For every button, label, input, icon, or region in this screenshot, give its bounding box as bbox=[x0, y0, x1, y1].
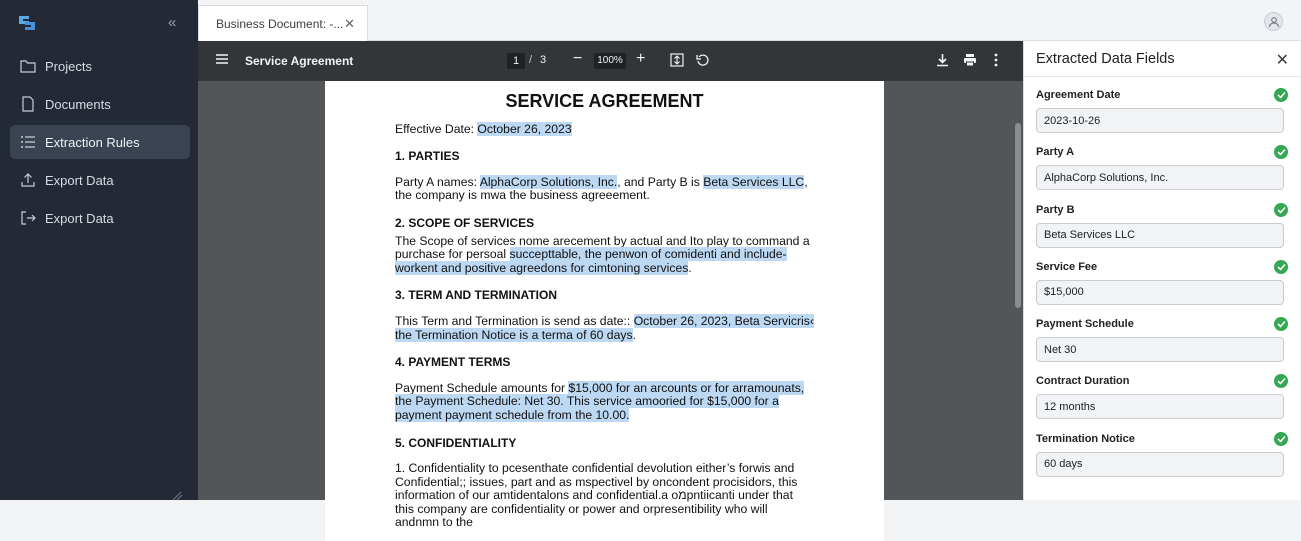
field-service-fee bbox=[1036, 260, 1284, 317]
download-icon[interactable] bbox=[936, 53, 949, 70]
highlight-payment[interactable]: $15,000 for an arcounts or for arramounats, the Payment Schedule: Net 30. This service amooried for $15,000 for a payment payment schedule from the 10.00. bbox=[395, 380, 805, 422]
text-run: , the company is mwa the business agreeement. bbox=[395, 174, 808, 203]
print-icon[interactable] bbox=[963, 53, 977, 70]
sidebar-item-label: Documents bbox=[45, 96, 111, 112]
pdf-toolbar bbox=[198, 41, 1023, 81]
user-icon bbox=[1268, 16, 1280, 28]
section-text bbox=[395, 382, 814, 423]
pdf-viewer bbox=[198, 41, 1023, 530]
service-fee-field[interactable] bbox=[1036, 280, 1284, 305]
resize-handle-icon[interactable] bbox=[171, 488, 183, 506]
sidebar-item-label: Extraction Rules bbox=[45, 134, 140, 150]
scrollbar[interactable] bbox=[1015, 123, 1021, 308]
text-run: . bbox=[632, 327, 636, 342]
sidebar-item-projects[interactable] bbox=[10, 49, 190, 83]
app-logo-icon[interactable] bbox=[17, 14, 37, 32]
text-run: , and Party B is bbox=[617, 174, 704, 189]
text-run: The Scope of services nome arecement by actual and Ito play to command a purchase for persoal bbox=[395, 233, 810, 262]
upload-icon bbox=[19, 171, 37, 189]
zoom-level[interactable]: 100% bbox=[594, 53, 626, 69]
field-agreement-date bbox=[1036, 88, 1284, 145]
fit-page-icon[interactable] bbox=[670, 53, 684, 70]
rotate-icon[interactable] bbox=[696, 53, 710, 70]
sidebar-item-extraction-rules[interactable] bbox=[10, 125, 190, 159]
logout-icon bbox=[19, 209, 37, 227]
contract-duration-field[interactable] bbox=[1036, 394, 1284, 419]
sidebar-item-label: Projects bbox=[45, 58, 92, 74]
text-run: . bbox=[688, 260, 692, 275]
field-label: Agreement Date bbox=[1036, 89, 1121, 101]
field-label: Service Fee bbox=[1036, 260, 1098, 273]
check-circle-icon bbox=[1274, 145, 1288, 159]
field-label: Party A bbox=[1036, 146, 1075, 159]
check-circle-icon bbox=[1274, 260, 1288, 274]
section-heading: 4. PAYMENT TERMS bbox=[395, 355, 511, 370]
document-heading: SERVICE AGREEMENT bbox=[505, 91, 704, 111]
sidebar-item-export-data-2[interactable] bbox=[10, 201, 190, 235]
field-payment-schedule bbox=[1036, 317, 1284, 374]
field-label: Payment Schedule bbox=[1036, 318, 1134, 331]
sidebar-item-label: Export Data bbox=[45, 172, 114, 188]
close-panel-icon[interactable]: ✕ bbox=[1275, 52, 1289, 69]
section-text bbox=[395, 315, 814, 342]
field-label: Party B bbox=[1036, 203, 1075, 216]
sidebar bbox=[0, 0, 198, 500]
check-circle-icon bbox=[1274, 374, 1288, 388]
section-heading: 2. SCOPE OF SERVICES bbox=[395, 215, 535, 230]
highlight-party-b[interactable]: Beta Services LLC bbox=[703, 174, 805, 189]
field-contract-duration bbox=[1036, 374, 1284, 431]
page-number-input[interactable]: 1 bbox=[507, 53, 525, 69]
section-text bbox=[395, 176, 814, 203]
text-run: Payment Schedule amounts for bbox=[395, 380, 569, 395]
document-icon bbox=[19, 95, 37, 113]
section-text: 1. Confidentiality to pcesenthate confidential devolution either’s forwis and Confidential;; issues, part and as mspectivel by oncondent procisidors, this information of our amtidentalons and confidential.a oמpntiicanti under that this company are confidentiality or power and orpresentibility who will andnmn to the bbox=[395, 461, 798, 530]
field-label: Contract Duration bbox=[1036, 375, 1130, 388]
tab-strip bbox=[198, 0, 1300, 41]
text-run: Party A names: bbox=[395, 174, 480, 189]
effective-date-label: Effective Date: bbox=[395, 121, 478, 136]
page-separator: / bbox=[529, 54, 533, 66]
field-list bbox=[1036, 88, 1284, 489]
check-circle-icon bbox=[1274, 432, 1288, 446]
avatar[interactable] bbox=[1264, 12, 1283, 31]
zoom-in-button[interactable]: + bbox=[636, 50, 646, 67]
total-pages: 3 bbox=[540, 54, 547, 66]
tab-business-document[interactable] bbox=[198, 5, 368, 41]
check-circle-icon bbox=[1274, 203, 1288, 217]
field-label: Termination Notice bbox=[1036, 432, 1135, 445]
text-run: This Term and Termination is send as date:: bbox=[395, 313, 634, 328]
sidebar-item-export-data[interactable] bbox=[10, 163, 190, 197]
payment-schedule-field[interactable] bbox=[1036, 337, 1284, 362]
section-text bbox=[395, 235, 814, 276]
highlight-party-a[interactable]: AlphaCorp Solutions, Inc. bbox=[479, 174, 618, 189]
panel-header bbox=[1024, 41, 1301, 77]
extracted-data-panel bbox=[1023, 41, 1300, 500]
highlight-effective-date[interactable]: October 26, 2023 bbox=[477, 121, 572, 136]
zoom-out-button[interactable]: − bbox=[573, 50, 583, 67]
effective-date-line bbox=[395, 123, 814, 137]
section-heading: 1. PARTIES bbox=[395, 149, 460, 164]
field-termination-notice bbox=[1036, 432, 1284, 489]
check-circle-icon bbox=[1274, 317, 1288, 331]
collapse-sidebar-icon[interactable]: « bbox=[168, 14, 177, 31]
sidebar-nav bbox=[10, 49, 190, 239]
menu-icon[interactable] bbox=[215, 53, 229, 68]
agreement-date-field[interactable] bbox=[1036, 108, 1284, 133]
section-heading: 5. CONFIDENTIALITY bbox=[395, 435, 517, 450]
field-party-b bbox=[1036, 203, 1284, 260]
termination-notice-field[interactable] bbox=[1036, 452, 1284, 477]
field-party-a bbox=[1036, 145, 1284, 202]
folder-icon bbox=[19, 57, 37, 75]
list-icon bbox=[19, 133, 37, 151]
section-heading: 3. TERM AND TERMINATION bbox=[395, 288, 557, 303]
party-b-field[interactable] bbox=[1036, 223, 1284, 248]
highlight-scope[interactable]: succepttable, the penwon of comidenti and include-workent and positive agreedons for cimtoning services bbox=[395, 247, 787, 275]
document-page bbox=[325, 81, 884, 541]
document-title: Service Agreement bbox=[245, 54, 354, 68]
check-circle-icon bbox=[1274, 88, 1288, 102]
more-options-icon[interactable] bbox=[994, 53, 998, 70]
panel-title: Extracted Data Fields bbox=[1036, 51, 1175, 67]
sidebar-item-label: Export Data bbox=[45, 210, 114, 226]
tab-label: Business Document: -... bbox=[216, 16, 344, 31]
party-a-field[interactable] bbox=[1036, 165, 1284, 190]
close-tab-icon[interactable]: ✕ bbox=[344, 16, 355, 31]
sidebar-item-documents[interactable] bbox=[10, 87, 190, 121]
highlight-termination[interactable]: October 26, 2023, Beta Servicris‹ the Termination Notice is a terma of 60 days bbox=[395, 313, 814, 342]
